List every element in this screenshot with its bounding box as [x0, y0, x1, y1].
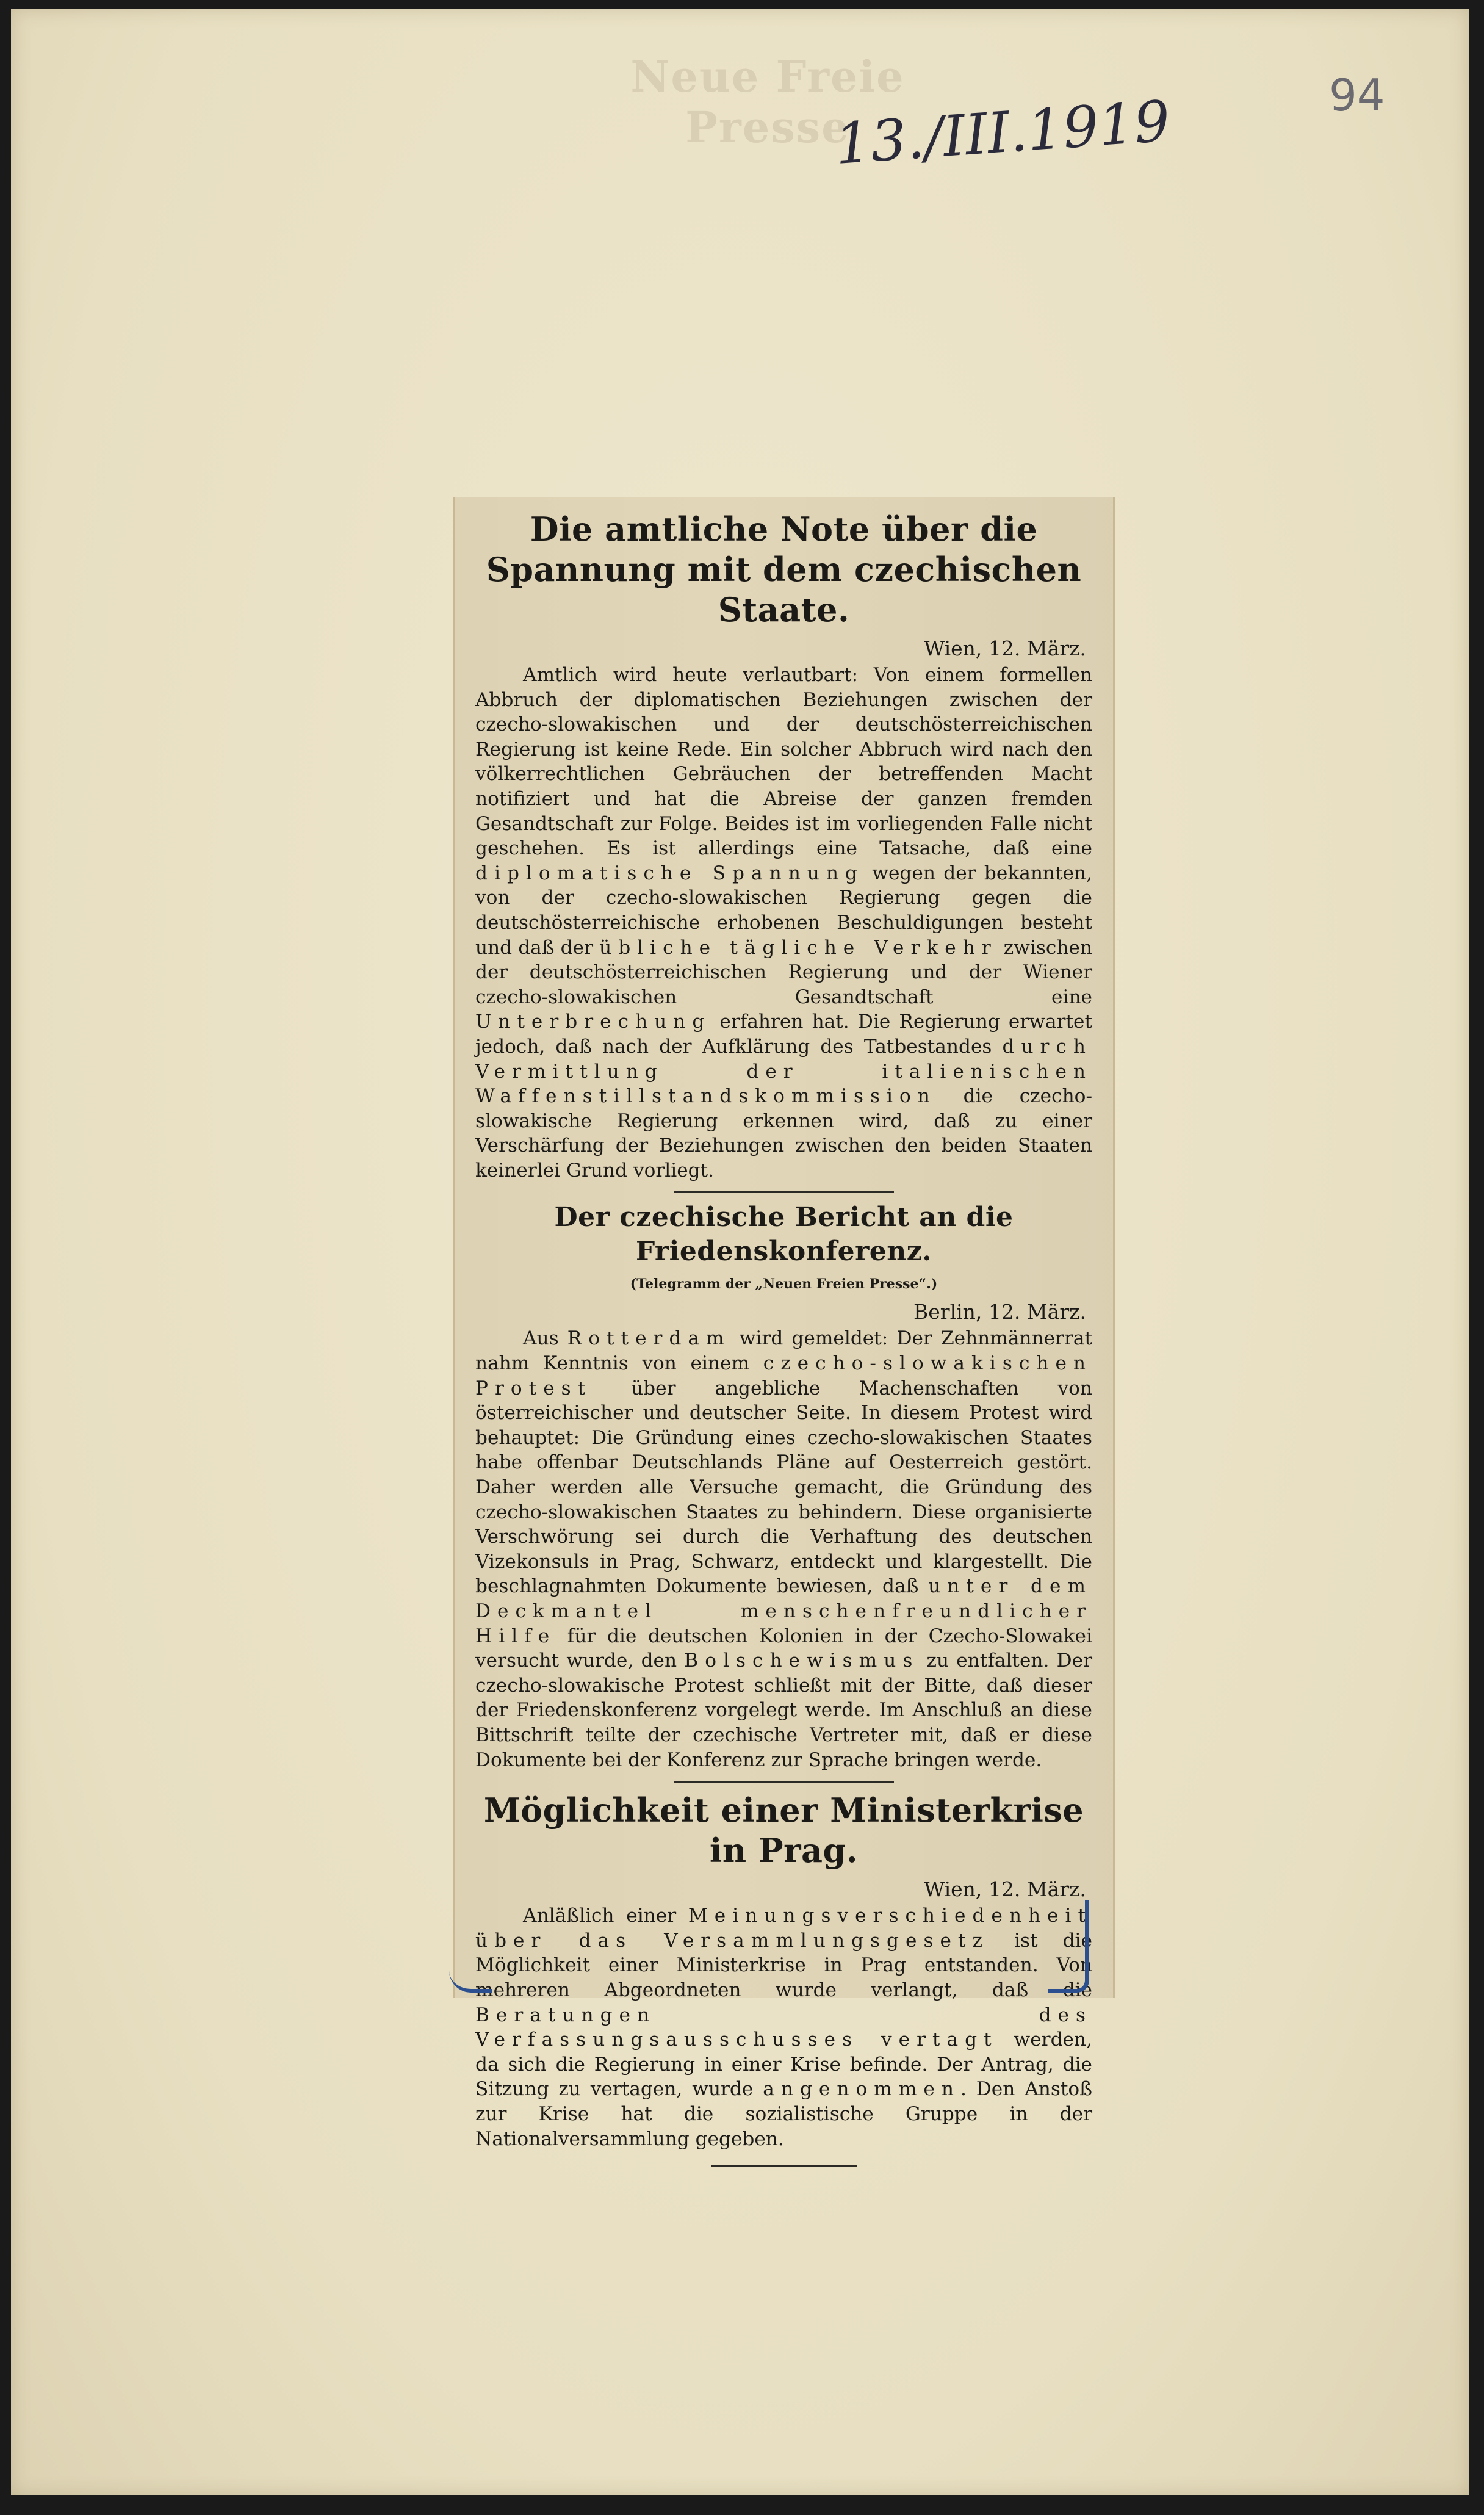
- text-run: zwischen der deutschösterreichischen Regierung und der Wiener czecho-slowakischen Gesandtschaft eine: [475, 936, 1092, 1008]
- handwritten-date: 13./III.1919: [832, 88, 1172, 178]
- text-run: wird gemeldet: Der Zehnmännerrat nahm Kenntnis von einem: [475, 1327, 1092, 1375]
- paragraph-text: [475, 1326, 1092, 1772]
- article1-body: [475, 663, 1092, 1183]
- text-run: werden, da sich die Regierung in einer Krise befinde. Der Antrag, die Sitzung zu vertagen, wurde: [475, 2029, 1092, 2101]
- newspaper-clipping: [453, 497, 1115, 2150]
- emphasis-spaced: Unterbrechung: [475, 1011, 711, 1033]
- text-run: . Den Anstoß zur Krise hat die sozialistische Gruppe in der Nationalversammlung gegeben.: [475, 2078, 1092, 2150]
- article2-body: [475, 1326, 1092, 1772]
- text-run: Aus: [523, 1327, 567, 1350]
- article-divider: [674, 1191, 894, 1193]
- article3-title: Möglichkeit einer Ministerkrise in Prag.: [483, 1791, 1084, 1871]
- text-run: zu entfalten. Der czecho-slowakische Protest schließt mit der Bitte, daß dieser der Friedenskonferenz vorgelegt werde. Im Anschluß an diese Bittschrift teilte der czechische Vertreter mit, daß er diese Dokumente bei der Konferenz zur Sprache bringen werde.: [475, 1650, 1092, 1771]
- text-run: wegen der bekannten, von der czecho-slowakischen Regierung gegen die deutschösterreichische erhobenen Beschuldigungen besteht und daß der: [475, 862, 1092, 959]
- paragraph-text: [475, 663, 1092, 1183]
- article2-dateline: Berlin, 12. März.: [913, 1300, 1086, 1324]
- text-run: Anläßlich einer: [523, 1905, 688, 1927]
- text-run: Von einem formellen Abbruch der diplomatischen Beziehungen zwischen der czecho-slowakischen und der deutschösterreichischen Regierung ist keine Rede. Ein solcher Abbruch wird nach den völkerrechtlichen Gebräuchen der betreffenden Macht notifiziert und hat die Abreise der ganzen fremden Gesandtschaft zur Folge. Beides ist im vorliegenden Falle nicht geschehen. Es ist allerdings eine Tatsache, daß eine: [475, 664, 1092, 860]
- article1-dateline: Wien, 12. März.: [924, 637, 1086, 660]
- blue-pencil-mark-right: [1048, 1900, 1089, 1993]
- emphasis-spaced: Meinungsverschiedenheit über das Versammlungsgesetz: [475, 1905, 1092, 1952]
- emphasis-spaced: übliche tägliche Verkehr: [599, 936, 998, 959]
- article2-subline: (Telegramm der „Neuen Freien Presse“.): [630, 1276, 938, 1293]
- emphasis-spaced: unter dem Deckmantel menschenfreundlicher Hilfe: [475, 1575, 1092, 1647]
- emphasis-spaced: Rotterdam: [567, 1327, 731, 1350]
- newspaper-stamp: Neue Freie Presse: [630, 51, 905, 153]
- article2-title: Der czechische Bericht an die Friedenskonferenz.: [554, 1202, 1014, 1268]
- text-run: ist die Möglichkeit einer Ministerkrise in Prag entstanden. Von mehreren Abgeordneten wurde verlangt, daß die: [475, 1929, 1092, 2001]
- emphasis-spaced: diplomatische Spannung: [475, 862, 864, 884]
- folio-number: 94: [1329, 70, 1385, 121]
- end-rule: [711, 2165, 857, 2167]
- text-run: Amtlich wird heute verlautbart:: [523, 664, 859, 686]
- text-run: die czecho-slowakische Regierung erkennen wird, daß zu einer Verschärfung der Beziehungen zwischen den beiden Staaten keinerlei Grund vorliegt.: [475, 1085, 1092, 1182]
- emphasis-spaced: durch Vermittlung der italienischen Waffenstillstandskommission: [475, 1035, 1092, 1108]
- article3-dateline: Wien, 12. März.: [924, 1877, 1086, 1902]
- emphasis-spaced: angenommen: [763, 2078, 960, 2101]
- article3-body: [475, 1903, 1092, 2151]
- text-run: über angebliche Machenschaften von österreichischer und deutscher Seite. In diesem Protest wird behauptet: Die Gründung eines czecho-slowakischen Staates habe offenbar Deutschlands Pläne auf Oesterreich gestört. Daher werden alle Versuche gemacht, die Gründung des czecho-slowakischen Staates zu behindern. Diese organisierte Verschwörung sei durch die Verhaftung des deutschen Vizekonsuls in Prag, Schwarz, entdeckt und klargestellt. Die beschlagnahmten Dokumente bewiesen, daß: [475, 1377, 1092, 1598]
- article-divider: [674, 1781, 894, 1783]
- emphasis-spaced: Bolschewismus: [684, 1650, 920, 1672]
- text-run: für die deutschen Kolonien in der Czecho-Slowakei versucht wurde, den: [475, 1625, 1092, 1672]
- emphasis-spaced: Beratungen des Verfassungsausschusses vertagt: [475, 2004, 1092, 2051]
- archive-sheet: [11, 9, 1469, 2495]
- emphasis-spaced: czecho-slowakischen Protest: [475, 1352, 1092, 1399]
- text-run: erfahren hat. Die Regierung erwartet jedoch, daß nach der Aufklärung des Tatbestandes: [475, 1011, 1092, 1058]
- paragraph-text: [475, 1903, 1092, 2151]
- article1-title: Die amtliche Note über die Spannung mit dem czechischen Staate.: [486, 510, 1082, 629]
